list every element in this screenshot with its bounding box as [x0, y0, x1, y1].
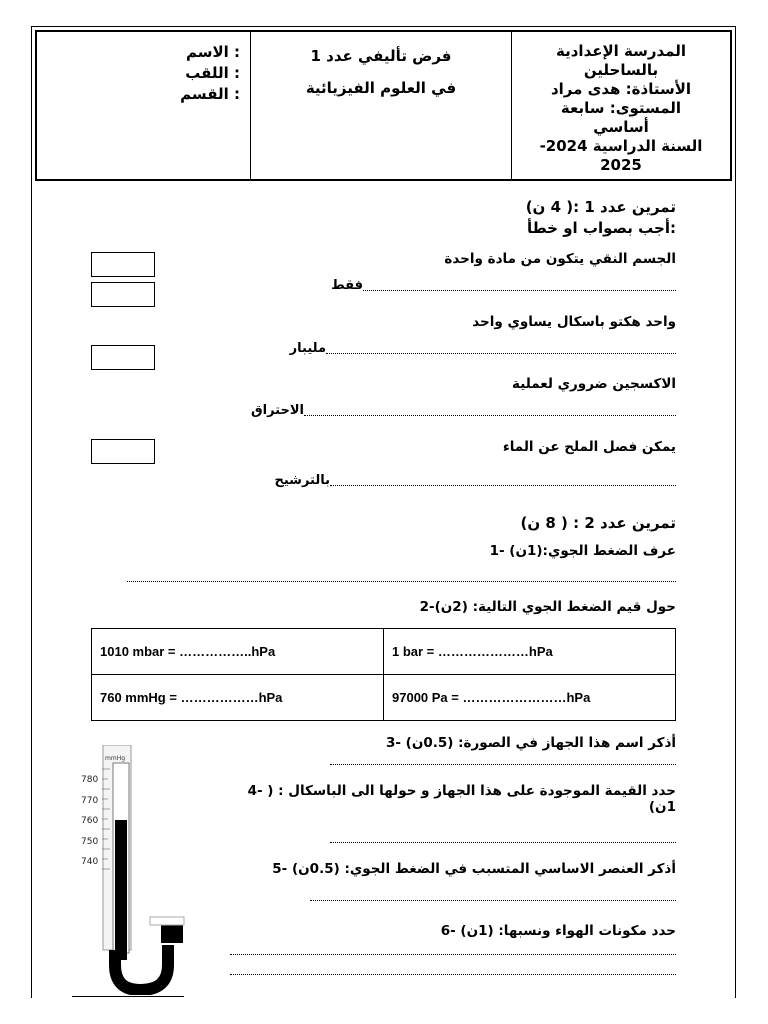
conversion-table [91, 628, 676, 721]
unit-label: mmHg [105, 755, 126, 762]
exam-title-line2: في العلوم الفيزيائية [305, 79, 457, 97]
tick-label: 750 [81, 837, 99, 847]
ex2-question-3: أذكر اسم هذا الجهاز في الصورة: (0.5ن) -3 [385, 735, 676, 751]
answer-line[interactable] [230, 954, 676, 955]
answer-box[interactable] [91, 252, 155, 277]
tick-label: 740 [81, 857, 99, 867]
answer-line[interactable] [310, 900, 676, 901]
table-cell[interactable]: 97000 Pa = ……………………hPa [384, 675, 676, 721]
answer-line[interactable] [330, 485, 676, 486]
school-line: المستوى: سابعة [560, 99, 682, 117]
tick-label: 760 [81, 816, 99, 826]
school-line: بالساحلين [583, 61, 659, 79]
ex1-completion-4: بالترشيح [274, 473, 330, 488]
school-line: السنة الدراسية 2024- [539, 137, 703, 155]
tick-label: 770 [81, 796, 99, 806]
answer-line[interactable] [330, 842, 676, 843]
mercury-column [115, 820, 127, 960]
ex2-question-4 [196, 783, 676, 815]
answer-line[interactable] [330, 764, 676, 765]
student-id-fields [37, 32, 250, 179]
table-cell[interactable]: 1 bar = …………………hPa [384, 629, 676, 675]
answer-line[interactable] [230, 974, 676, 975]
exercise2-title: تمرين عدد 2 : ( 8 ن) [520, 514, 676, 532]
answer-line[interactable] [363, 290, 676, 291]
ex2-question-4-line2: 1ن) [648, 799, 676, 815]
ex1-completion-1: فقط [331, 278, 363, 293]
ex2-question-5: أذكر العنصر الاساسي المتسبب في الضغط الجوي: (0.5ن) -5 [272, 861, 676, 877]
answer-box[interactable] [91, 439, 155, 464]
school-line: المدرسة الإعدادية [556, 42, 686, 60]
school-line: الأستاذة: هدى مراد [550, 80, 692, 98]
ex1-question-3: الاكسجين ضروري لعملية [512, 376, 676, 392]
surname-field[interactable]: : اللقب [185, 64, 240, 82]
ex2-question-1: عرف الضغط الجوي:(1ن) -1 [489, 543, 676, 559]
tick-label: 780 [81, 775, 99, 785]
ex2-question-6: حدد مكونات الهواء ونسبها: (1ن) -6 [440, 923, 676, 939]
school-line: أساسي [593, 118, 649, 136]
ex1-completion-2: مليبار [289, 341, 326, 356]
ex2-question-4-line1: حدد القيمة الموجودة على هذا الجهاز و حولها الى الباسكال : ( -4 [247, 783, 676, 799]
barometer-figure [78, 745, 190, 995]
answer-line[interactable] [127, 581, 676, 582]
answer-line[interactable] [326, 353, 676, 354]
ex1-question-1: الجسم النقي يتكون من مادة واحدة [444, 251, 676, 267]
exam-title-line1: فرض تأليفي عدد 1 [310, 47, 452, 65]
school-line: 2025 [600, 156, 642, 174]
exercise1-title: تمرين عدد 1 :( 4 ن) [525, 198, 676, 216]
exercise1-instruction: :أجب بصواب او خطأ [526, 219, 676, 237]
exam-title [250, 32, 511, 179]
answer-box[interactable] [91, 345, 155, 370]
ex2-question-2: حول قيم الضغط الجوي التالية: (2ن)-2 [419, 599, 676, 615]
ex1-question-2: واحد هكتو باسكال يساوي واحد [472, 314, 676, 330]
ex1-question-4: يمكن فصل الملح عن الماء [502, 439, 676, 455]
ex1-completion-3: الاحتراق [251, 403, 304, 418]
answer-line[interactable] [304, 415, 676, 416]
table-row [92, 629, 676, 675]
table-row [92, 675, 676, 721]
table-cell[interactable]: 760 mmHg = ………………hPa [92, 675, 384, 721]
school-info [511, 32, 730, 179]
name-field[interactable]: : الاسم [185, 43, 240, 61]
figure-baseline [72, 996, 184, 997]
exam-header [35, 30, 732, 181]
answer-box[interactable] [91, 282, 155, 307]
table-cell[interactable]: 1010 mbar = ……………..hPa [92, 629, 384, 675]
class-field[interactable]: : القسم [180, 85, 240, 103]
